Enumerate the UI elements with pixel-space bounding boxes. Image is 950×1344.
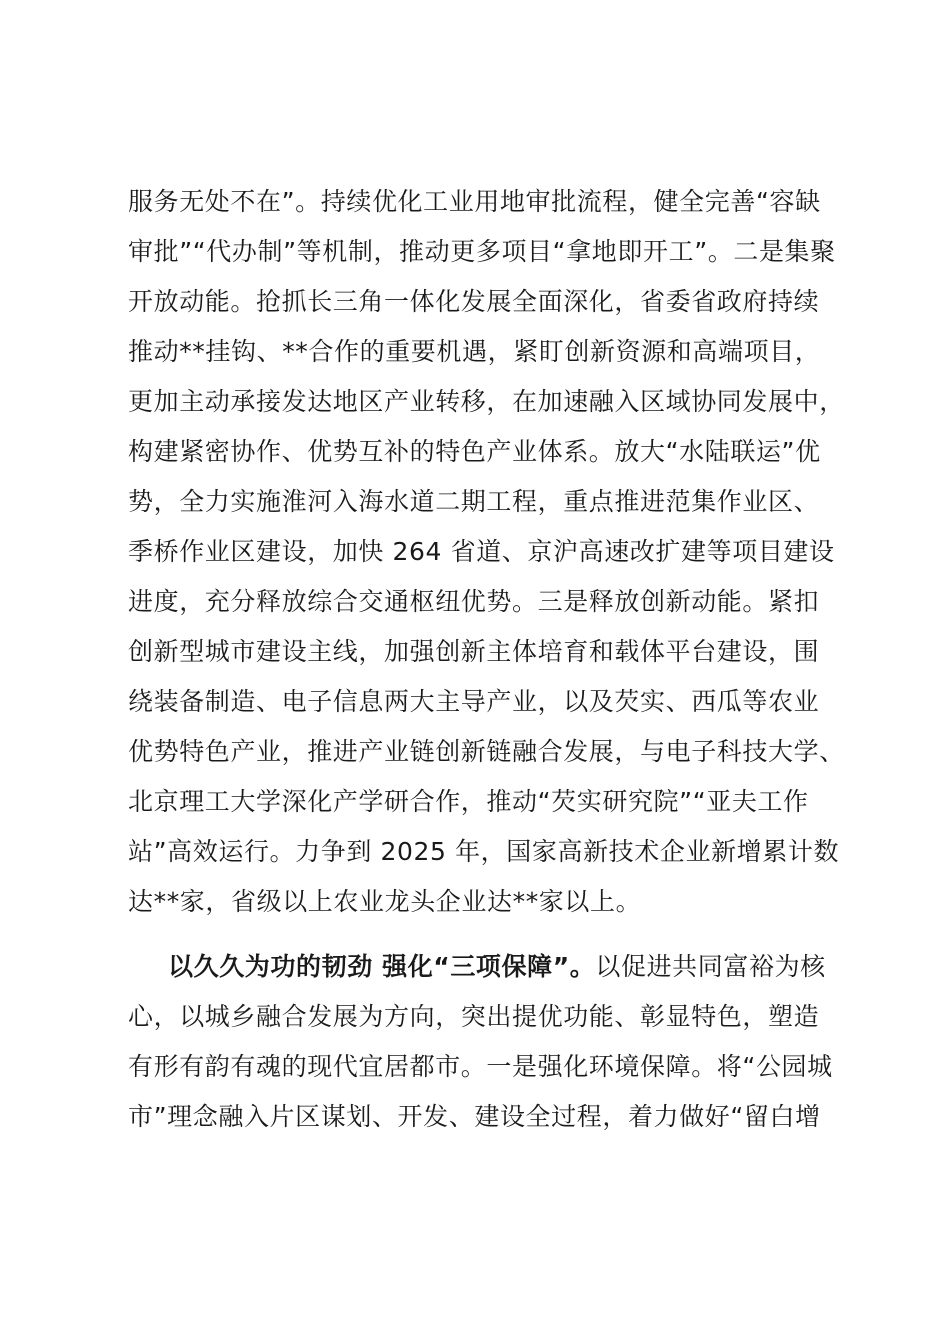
paragraph-1-line-8: 季桥作业区建设，加快 264 省道、京沪高速改扩建等项目建设 xyxy=(128,537,835,566)
paragraph-1-line-13: 北京理工大学深化产学研合作，推动“芡实研究院”“亚夫工作 xyxy=(128,787,809,816)
paragraph-2-line-4: 市”理念融入片区谋划、开发、建设全过程，着力做好“留白增 xyxy=(128,1102,821,1131)
paragraph-1-line-6: 构建紧密协作、优势互补的特色产业体系。放大“水陆联运”优 xyxy=(128,437,821,466)
paragraph-1-line-4: 推动**挂钩、**合作的重要机遇，紧盯创新资源和高端项目， xyxy=(128,337,821,366)
paragraph-1-line-12: 优势特色产业，推进产业链创新链融合发展，与电子科技大学、 xyxy=(128,737,845,766)
paragraph-1-line-3: 开放动能。抢抓长三角一体化发展全面深化，省委省政府持续 xyxy=(128,287,820,316)
paragraph-1-line-1: 服务无处不在”。持续优化工业用地审批流程，健全完善“容缺 xyxy=(128,187,821,216)
paragraph-1-line-7: 势，全力实施淮河入海水道二期工程，重点推进范集作业区、 xyxy=(128,487,820,516)
paragraph-1-line-10: 创新型城市建设主线，加强创新主体培育和载体平台建设，围 xyxy=(128,637,820,666)
paragraph-2-line-1-rest: 以促进共同富裕为核 xyxy=(595,952,826,981)
paragraph-1-line-2: 审批”“代办制”等机制，推动更多项目“拿地即开工”。二是集聚 xyxy=(128,237,836,266)
paragraph-1-line-15: 达**家，省级以上农业龙头企业达**家以上。 xyxy=(128,887,642,916)
paragraph-2-heading: 以久久为功的韧劲 强化“三项保障”。 xyxy=(168,952,596,981)
paragraph-1-line-11: 绕装备制造、电子信息两大主导产业，以及芡实、西瓜等农业 xyxy=(128,687,820,716)
paragraph-2-line-3: 有形有韵有魂的现代宜居都市。一是强化环境保障。将“公园城 xyxy=(128,1052,833,1081)
paragraph-1-line-9: 进度，充分释放综合交通枢纽优势。三是释放创新动能。紧扣 xyxy=(128,587,820,616)
paragraph-2-line-1 xyxy=(128,947,826,987)
paragraph-2-line-2: 心，以城乡融合发展为方向，突出提优功能、彰显特色，塑造 xyxy=(128,1002,820,1031)
paragraph-1-line-14: 站”高效运行。力争到 2025 年，国家高新技术企业新增累计数 xyxy=(128,837,840,866)
paragraph-1-line-5: 更加主动承接发达地区产业转移，在加速融入区域协同发展中， xyxy=(128,387,845,416)
